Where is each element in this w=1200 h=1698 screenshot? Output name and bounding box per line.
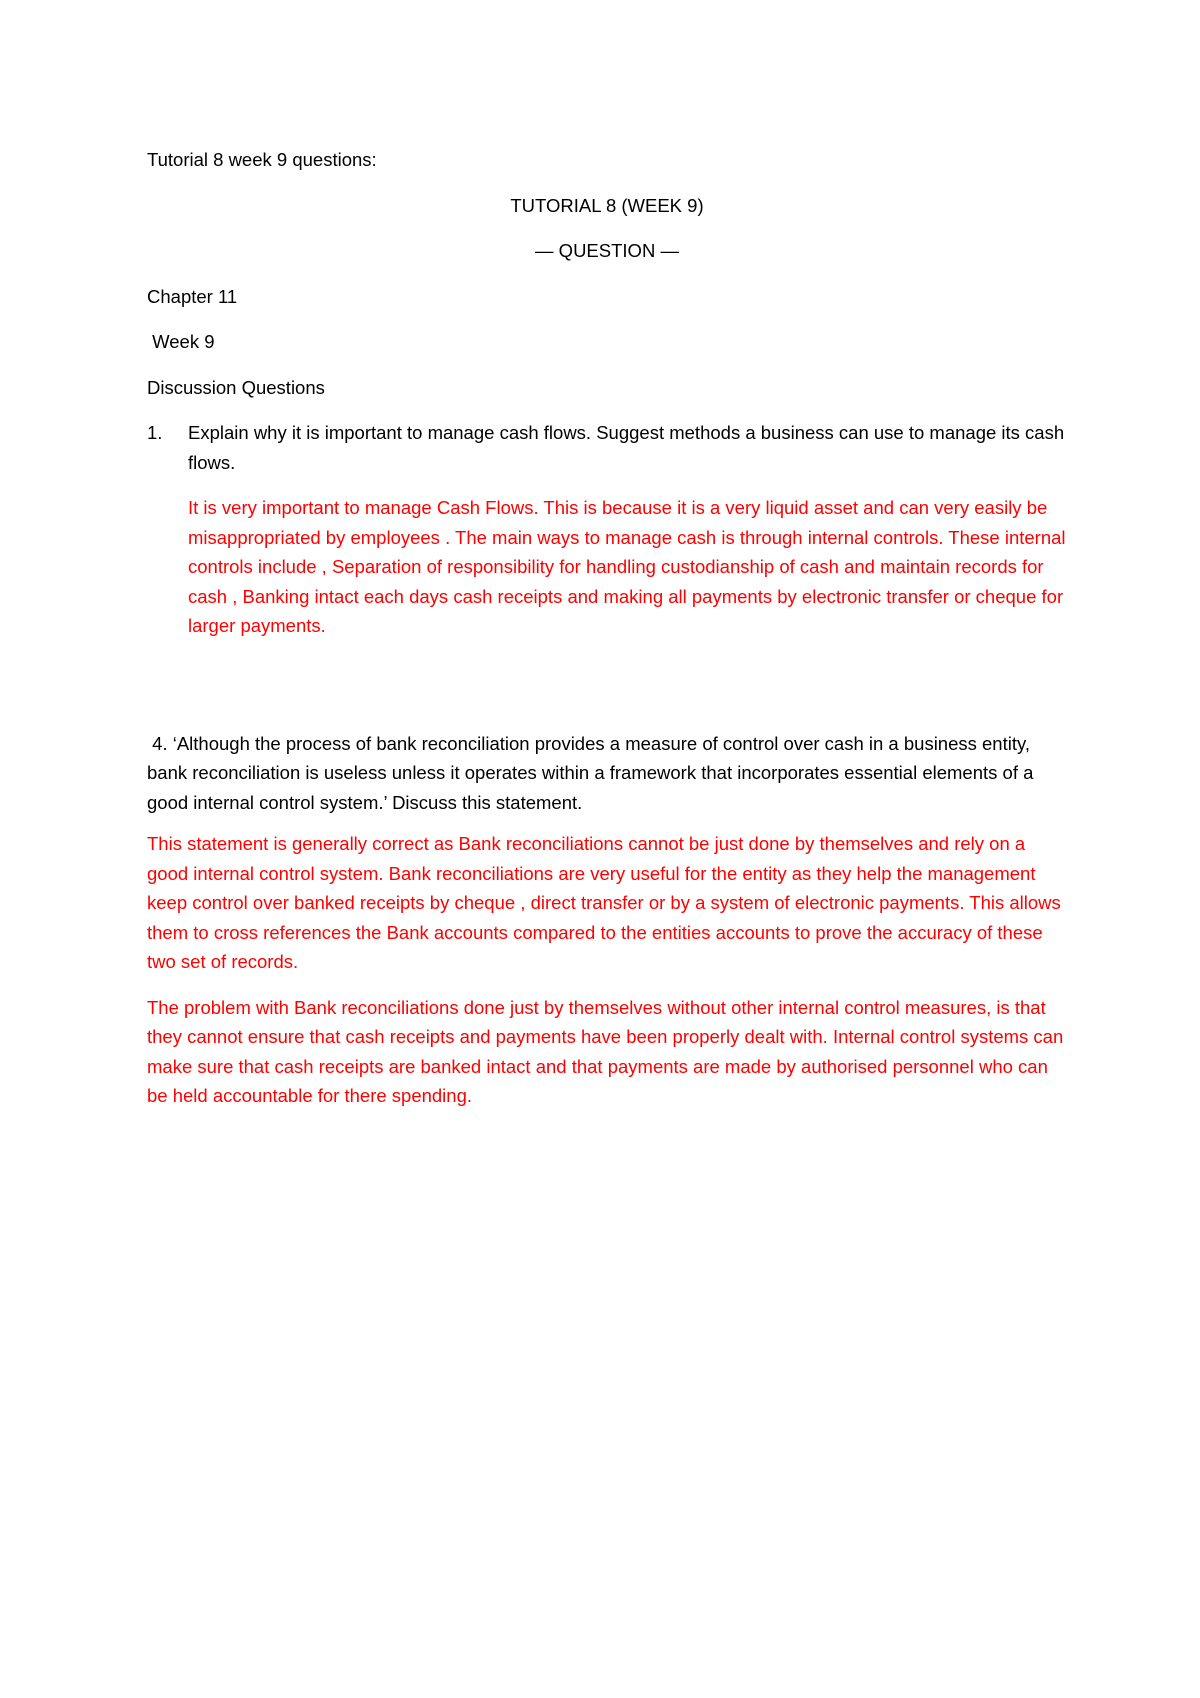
document-content <box>147 145 1067 1127</box>
week-label: Week 9 <box>147 331 215 352</box>
chapter-label: Chapter 11 <box>147 285 238 307</box>
question-1-answer: It is very important to manage Cash Flows. This is because it is a very liquid asset and can very easily be misappropriated by employees . The main ways to manage cash is through internal controls. These internal controls include , Separation of responsibility for handling custodianship of cash and maintain records for cash , Banking intact each days cash receipts and making all payments by electronic transfer or cheque for larger payments. <box>188 497 1066 636</box>
question-list <box>147 418 1067 641</box>
question-4-answer-paragraph-1: This statement is generally correct as Bank reconciliations cannot be just done by themselves and rely on a good internal control system. Bank reconciliations are very useful for the entity as they help the management keep control over banked receipts by cheque , direct transfer or by a system of electronic payments. This allows them to cross references the Bank accounts compared to the entities accounts to prove the accuracy of these two set of records. <box>147 833 1061 972</box>
question-1 <box>147 418 1067 477</box>
document-title: TUTORIAL 8 (WEEK 9) <box>510 194 704 216</box>
section-heading: Discussion Questions <box>147 376 325 398</box>
document-subtitle: — QUESTION — <box>535 240 679 261</box>
question-4-text: 4. ‘Although the process of bank reconciliation provides a measure of control over cash in a business entity, bank reconciliation is useless unless it operates within a framework that incorporates essential elements of a good internal control system.’ Discuss this statement. <box>147 732 1039 813</box>
header-line: Tutorial 8 week 9 questions: <box>147 149 377 170</box>
question-1-text: Explain why it is important to manage cash flows. Suggest methods a business can use to manage its cash flows. <box>188 422 1065 473</box>
spacer <box>147 641 1067 729</box>
question-1-number: 1. <box>147 422 163 443</box>
question-4-answer-paragraph-2: The problem with Bank reconciliations done just by themselves without other internal control measures, is that they cannot ensure that cash receipts and payments have been properly dealt with. Internal control systems can make sure that cash receipts are banked intact and that payments are made by authorised personnel who can be held accountable for there spending. <box>147 996 1064 1106</box>
